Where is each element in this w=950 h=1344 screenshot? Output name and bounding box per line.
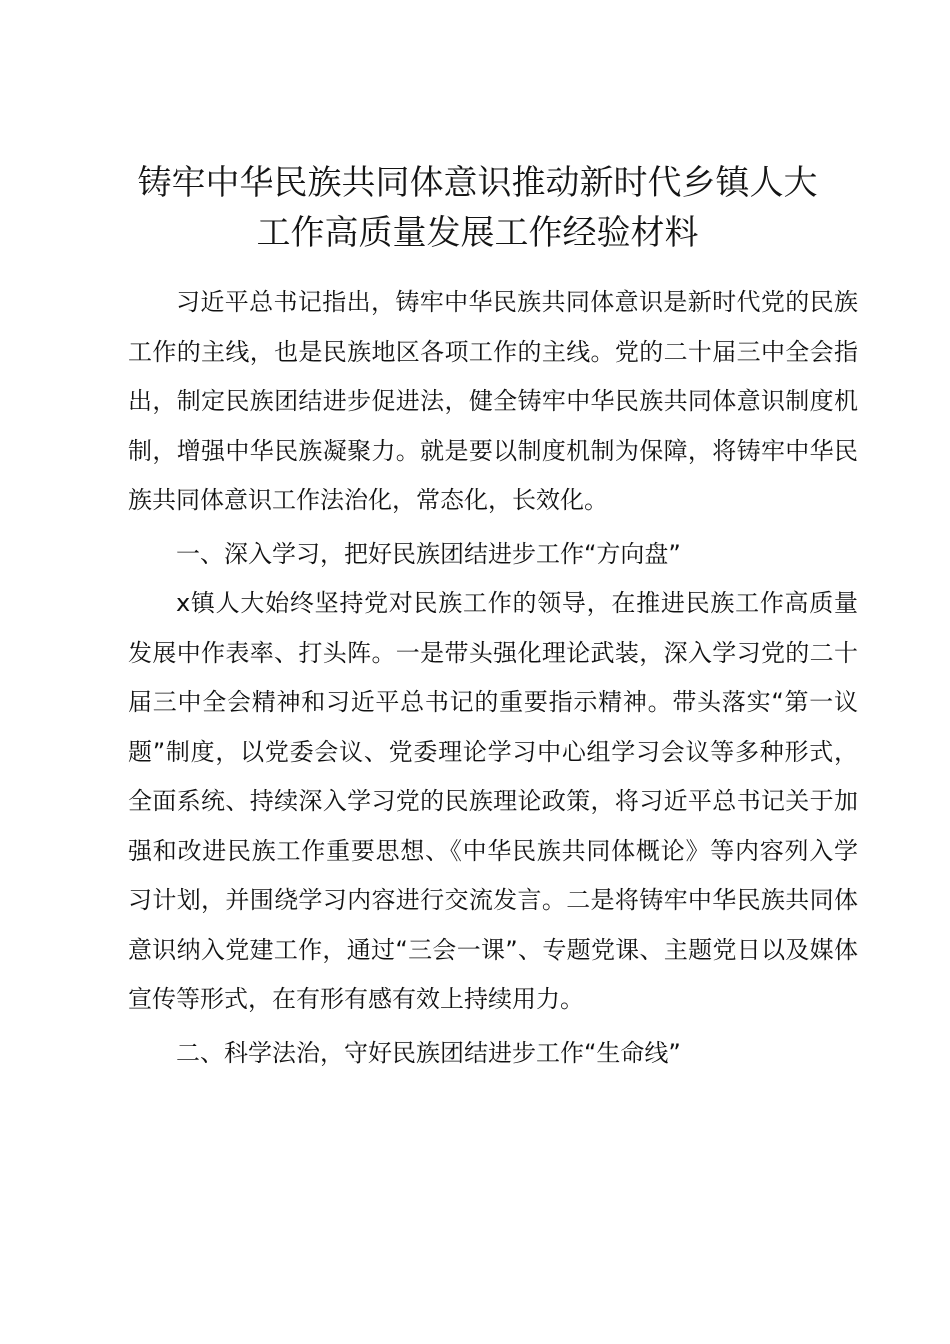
section-2-heading: 二、科学法治，守好民族团结进步工作“生命线” xyxy=(176,1038,681,1067)
document-title xyxy=(110,158,845,258)
title-line-1: 铸牢中华民族共同体意识推动新时代乡镇人大 xyxy=(137,163,818,203)
section-1-paragraph: x镇人大始终坚持党对民族工作的领导，在推进民族工作高质量发展中作表率、打头阵。一是带头强化理论武装，深入学习党的二十届三中全会精神和习近平总书记的重要指示精神。带头落实“第一议题”制度，以党委会议、党委理论学习中心组学习会议等多种形式，全面系统、持续深入学习党的民族理论政策，将习近平总书记关于加强和改进民族工作重要思想、《中华民族共同体概论》等内容列入学习计划，并围绕学习内容进行交流发言。二是将铸牢中华民族共同体意识纳入党建工作，通过“三会一课”、专题党课、主题党日以及媒体宣传等形式，在有形有感有效上持续用力。 xyxy=(128,589,858,1013)
intro-paragraph: 习近平总书记指出，铸牢中华民族共同体意识是新时代党的民族工作的主线，也是民族地区各项工作的主线。党的二十届三中全会指出，制定民族团结进步促进法，健全铸牢中华民族共同体意识制度机制，增强中华民族凝聚力。就是要以制度机制为保障，将铸牢中华民族共同体意识工作法治化，常态化，长效化。 xyxy=(128,288,858,514)
section-1-heading: 一、深入学习，把好民族团结进步工作“方向盘” xyxy=(176,539,681,568)
document-body xyxy=(128,278,858,1078)
title-line-2: 工作高质量发展工作经验材料 xyxy=(256,213,699,253)
